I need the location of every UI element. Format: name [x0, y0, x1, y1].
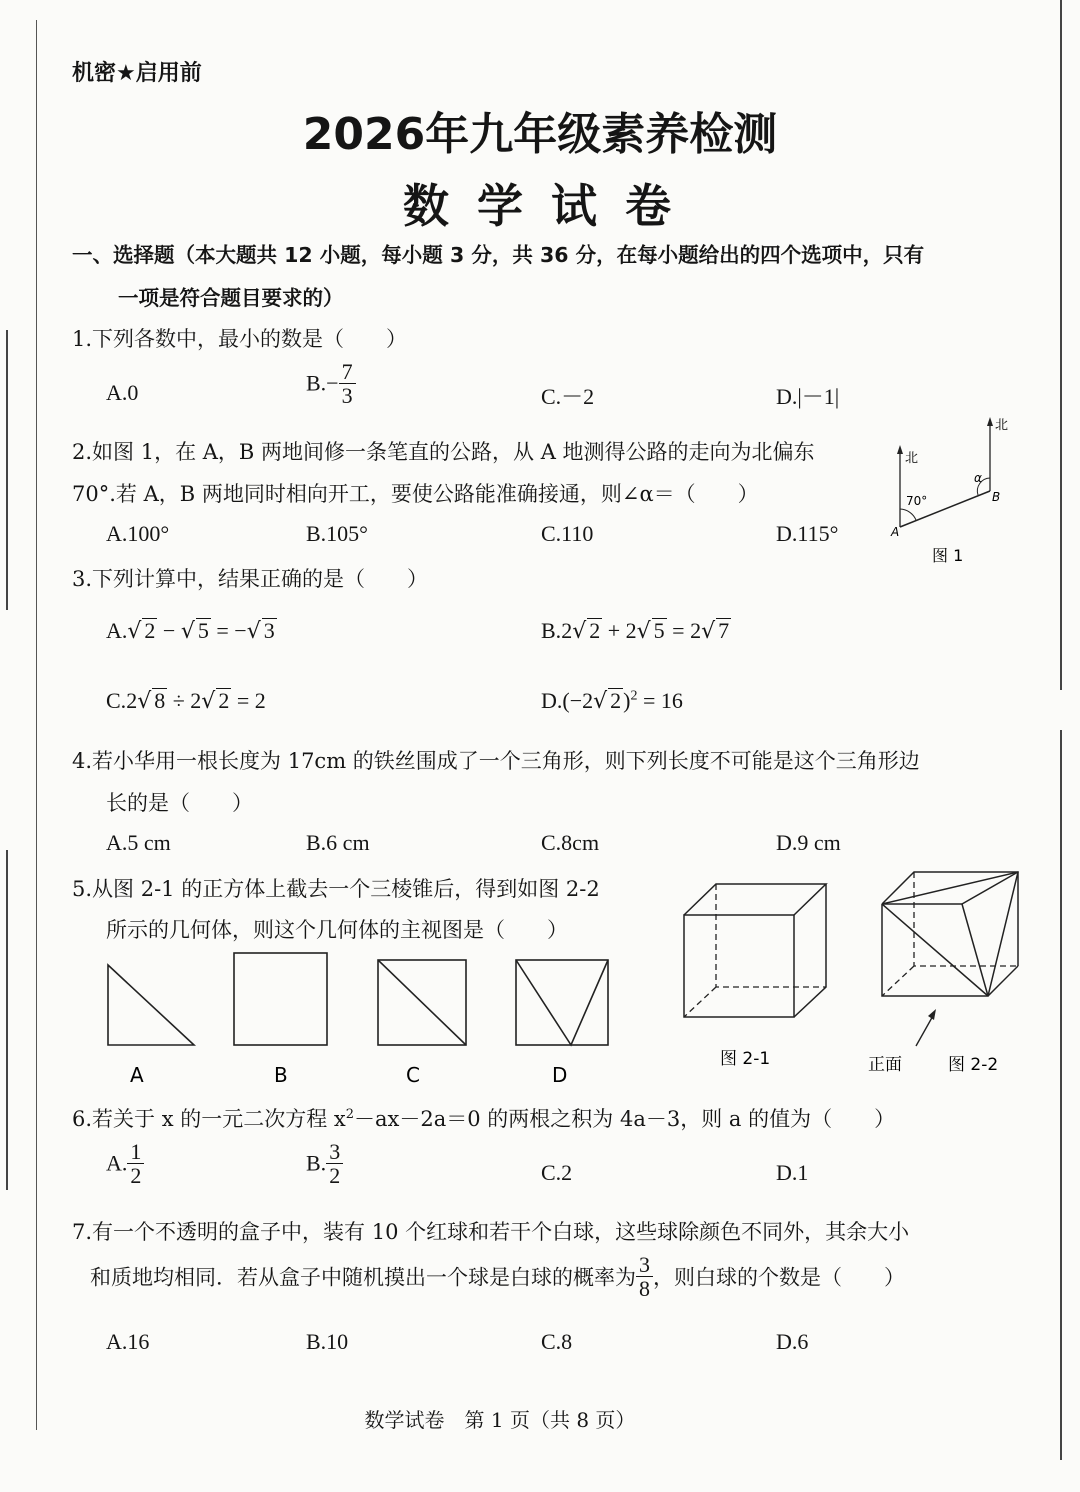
- q7-stem-line1: 7.有一个不透明的盒子中，装有 10 个红球和若干个白球，这些球除颜色不同外，其余大小: [72, 1220, 910, 1244]
- figure-2-1-cube: [676, 875, 841, 1075]
- q7-option-d: D.6: [776, 1329, 809, 1354]
- q3-option-c: C.2√ 8 ÷ 2√ 2 = 2: [106, 688, 266, 714]
- angle-label-alpha: α: [974, 471, 982, 485]
- solid-cut-3: [882, 904, 988, 996]
- q4-stem-line2: 长的是（ ）: [106, 791, 253, 815]
- q2-option-c: C.110: [541, 521, 594, 546]
- q1-option-a: A.0: [106, 380, 139, 405]
- north-arrow-b-head: [987, 417, 993, 426]
- q6-stem: 6.若关于 x 的一元二次方程 $x^2-ax-2a=0$ 的两根之积为 4a－3，则 a 的值为（ ）: [72, 1107, 896, 1131]
- page-footer: 数学试卷 第 1 页（共 8 页）: [364, 1408, 636, 1432]
- option-b-label: B: [274, 1063, 288, 1087]
- q5-stem-line1: 5.从图 2-1 的正方体上截去一个三棱锥后，得到如图 2-2: [72, 877, 600, 901]
- q2-stem-line1: 2.如图 1，在 A，B 两地间修一条笔直的公路，从 A 地测得公路的走向为北偏东: [72, 440, 815, 464]
- left-margin-line: [6, 330, 8, 610]
- q6-option-d: D.1: [776, 1160, 809, 1185]
- option-c-label: C: [406, 1063, 420, 1087]
- q4-stem-line1: 4.若小华用一根长度为 17cm 的铁丝围成了一个三角形，则下列长度不可能是这个三角形边: [72, 749, 920, 773]
- figure-1-caption: 图 1: [932, 546, 964, 565]
- north-label-b: 北: [995, 418, 1009, 433]
- exam-title: 2026年九年级素养检测: [302, 109, 778, 160]
- q1-option-c: C.－2: [541, 384, 595, 409]
- q3-stem: 3.下列计算中，结果正确的是（ ）: [72, 567, 429, 591]
- q2-stem-line2: 70°.若 A，B 两地同时相向开工，要使公路能准确接通，则∠α＝（ ）: [72, 482, 759, 506]
- q2-option-b: B.105°: [306, 521, 368, 546]
- q3-option-b: B.2√ 2 + 2√ 5 = 2√ 7: [541, 618, 730, 644]
- q7-option-b: B.10: [306, 1329, 349, 1354]
- q3-option-d: D.(−2√ 2)$^2$ = 16: [541, 688, 683, 714]
- cube-hidden-diag: [684, 987, 716, 1017]
- q7-option-c: C.8: [541, 1329, 573, 1354]
- q1-option-d: D.|－1|: [776, 384, 840, 409]
- solid-right-bottom: [988, 966, 1018, 996]
- solid-cut-1: [962, 872, 1018, 904]
- point-a-label: A: [891, 525, 900, 539]
- cube-right-edges: [794, 884, 826, 1017]
- q7-option-a: A.16: [106, 1329, 150, 1354]
- q2-option-d: D.115°: [776, 521, 839, 546]
- q1-option-b: B.− $\frac{7}{3}$: [306, 360, 356, 407]
- q3-option-a: A.√ 2 − √ 5 = −√ 3: [106, 618, 275, 644]
- q5-option-figures: [96, 945, 626, 1095]
- option-a-label: A: [130, 1063, 144, 1087]
- option-a-shape: [108, 965, 194, 1045]
- section-heading: 一、选择题（本大题共 12 小题，每小题 3 分，共 36 分，在每小题给出的四个选项中，只有: [72, 243, 925, 267]
- angle-arc-70: [900, 509, 916, 520]
- q4-option-d: D.9 cm: [776, 830, 841, 855]
- front-view-arrow: [916, 1014, 934, 1046]
- q4-option-c: C.8cm: [541, 830, 600, 855]
- solid-cut-2: [882, 872, 1018, 904]
- solid-hidden-diag: [882, 966, 914, 996]
- right-margin-line: [1060, 730, 1062, 1460]
- q5-stem-line2: 所示的几何体，则这个几何体的主视图是（ ）: [106, 918, 568, 942]
- north-arrow-a-head: [897, 445, 903, 454]
- q6-option-b: B. $\frac{3}{2}$: [306, 1140, 343, 1187]
- figure-2-1-caption: 图 2-1: [720, 1049, 771, 1069]
- figure-2-2-solid: [862, 860, 1037, 1080]
- option-b-shape: [234, 953, 327, 1045]
- q2-option-a: A.100°: [106, 521, 170, 546]
- paper-title: 数 学 试 卷: [402, 179, 678, 233]
- option-d-label: D: [552, 1063, 568, 1087]
- option-d-lines: [516, 960, 608, 1045]
- q6-option-a: A. $\frac{1}{2}$: [106, 1140, 144, 1187]
- solid-outline: [882, 872, 1018, 996]
- q6-option-c: C.2: [541, 1160, 573, 1185]
- solid-cut-4: [962, 904, 988, 996]
- front-label: 正面: [868, 1055, 902, 1075]
- secret-label: 机密★启用前: [72, 61, 202, 86]
- q7-stem-line2: 和质地均相同．若从盒子中随机摸出一个球是白球的概率为 $\frac{3}{8}$ ，则白球的个数是（ ）: [90, 1252, 905, 1302]
- cube-top-edges: [684, 884, 826, 915]
- left-margin-line: [6, 850, 8, 1190]
- north-label-a: 北: [905, 451, 919, 466]
- q4-option-b: B.6 cm: [306, 830, 370, 855]
- option-c-diagonal: [378, 960, 466, 1045]
- front-view-arrowhead: [928, 1009, 936, 1020]
- point-b-label: B: [992, 490, 1001, 504]
- figure-2-2-caption: 图 2-2: [948, 1055, 999, 1075]
- angle-label-70: 70°: [906, 494, 928, 508]
- q1-stem: 1.下列各数中，最小的数是（ ）: [72, 327, 408, 351]
- figure-1: [880, 405, 1040, 575]
- section-heading-cont: 一项是符合题目要求的）: [118, 286, 344, 310]
- q4-option-a: A.5 cm: [106, 830, 171, 855]
